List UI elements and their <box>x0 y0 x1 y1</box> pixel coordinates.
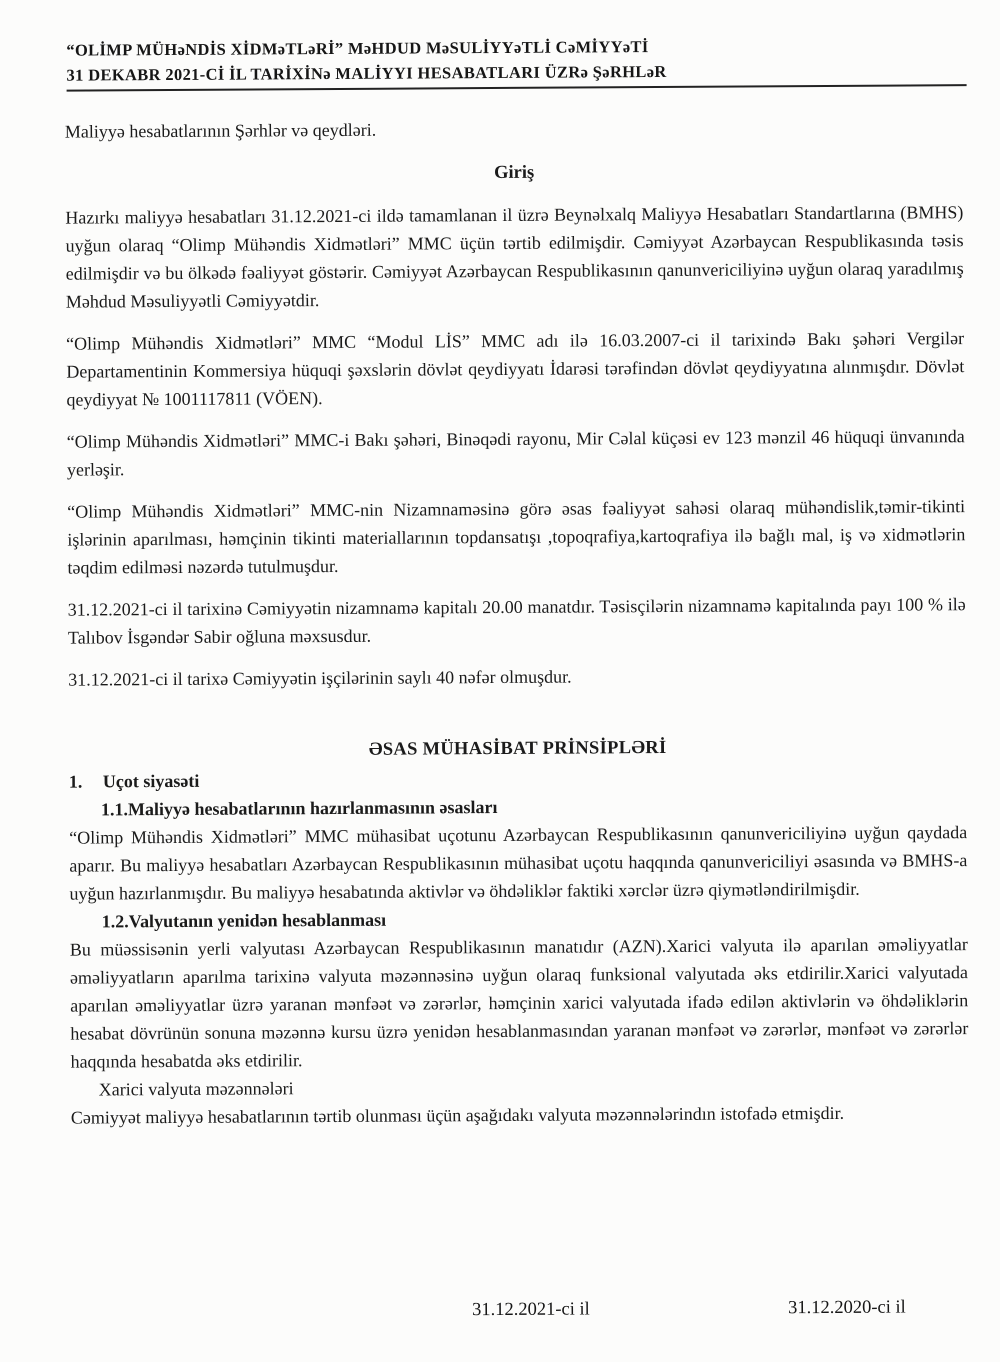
heading-xarici-valyuta: Xarici valyuta məzənnələri <box>98 1078 294 1100</box>
document-header <box>66 35 966 91</box>
paragraph-xarici-valyuta: Cəmiyyət maliyyə hesabatlarının tərtib olunması üçün aşağıdakı valyuta məzənnələrindın istofadə etmişdir. <box>70 1102 845 1128</box>
heading-number: 1. <box>68 771 83 792</box>
column-header-2020: 31.12.2020-ci il <box>787 1297 906 1319</box>
heading-1-2-valyuta: 1.2.Valyutanın yenidən hesablanması <box>101 909 387 932</box>
giris-paragraph-4: “Olimp Mühəndis Xidmətləri” MMC-nin Nizamnaməsinə görə əsas fəaliyyət sahəsi olaraq mühəndislik,təmir-tikinti işlərinin aparılması, həmçinin tikinti materiallarının topdansatışı ,topoqrafiya,kartoqrafiya ilə bağlı mal, iş və xidmətlərin təqdim edilməsi nəzərdə tutulmuşdur. <box>67 496 966 578</box>
heading-label: Uçot siyasəti <box>102 770 200 792</box>
giris-paragraph-6: 31.12.2021-ci il tarixə Cəmiyyətin işçilərinin saylı 40 nəfər olmuşdur. <box>68 666 572 690</box>
giris-paragraph-3: “Olimp Mühəndis Xidmətləri” MMC-i Bakı şəhəri, Binəqədi rayonu, Mir Cəlal küçəsi ev 123 mənzil 46 hüquqi ünvanında yerləşir. <box>66 426 965 480</box>
giris-paragraph-2: “Olimp Mühəndis Xidmətləri” MMC “Modul LİS” MMC adı ilə 16.03.2007-ci il tarixində Bakı şəhəri Vergilər Departamentinin Kommersiya hüquqi şəxslərin dövlət qeydiyyatı İdarəsi tərəfindən dövlət qeydiyyatına alınmışdır. Dövlət qeydiyyat № 1001117811 (VÖEN). <box>66 328 965 410</box>
paragraph-1-2: Bu müəssisənin yerli valyutası Azərbaycan Respublikasının manatıdır (AZN).Xarici valyuta ilə aparılan əməliyyatlar əməliyyatların aparılma tarixinə valyuta məzənnəsinə uyğun olaraq funksional valyutada əks etdirilir.Xarici valyutada aparılan əməliyyatlar üzrə yaranan mənfəət və zərərlər, həmçinin xarici valyutada ifadə edilən aktivlərin və öhdəliklərin hesabat dövrünün sonuna məzənnə kursu üzrə yenidən hesablanmasından yaranan mənfəət və zərərlər, mənfəət və zərərlər haqqında hesabatda əks etdirilir. <box>69 934 969 1072</box>
giris-section-title: Giriş <box>494 162 535 184</box>
report-title-line: 31 DEKABR 2021-Cİ İL TARİXİNə MALİYYI HESABATLARI ÜZRə ŞəRHLəR <box>66 60 966 91</box>
column-header-2021: 31.12.2021-ci il <box>472 1299 590 1321</box>
giris-paragraph-5: 31.12.2021-ci il tarixinə Cəmiyyətin nizamnamə kapitalı 20.00 manatdır. Təsisçilərin nizamnamə kapitalında payı 100 % ilə Talıbov İsgəndər Sabir oğluna məxsusdur. <box>67 594 966 648</box>
giris-paragraph-1: Hazırkı maliyyə hesabatları 31.12.2021-ci ildə tamamlanan il üzrə Beynəlxalq Maliyyə Hesabatları Standartlarına (BMHS) uyğun olaraq “Olimp Mühəndis Xidmətləri” MMC üçün tərtib edilmişdir. Cəmiyyət Azərbaycan Respublikasında təsis edilmişdir və bu ölkədə fəaliyyət göstərir. Cəmiyyət Azərbaycan Respublikasının qanunvericiliyinə uyğun olaraq yaradılmış Məhdud Məsuliyyətli Cəmiyyətdir. <box>65 202 964 312</box>
company-title-line: “OLİMP MÜHəNDİS XİDMəTLəRİ” MəHDUD MəSULİYYəTLİ CəMİYYəTİ <box>66 37 649 60</box>
exchange-rate-column-headers <box>0 1297 1000 1321</box>
principles-section-title: ƏSAS MÜHASİBAT PRİNSİPLƏRİ <box>368 737 667 760</box>
paragraph-1-1: “Olimp Mühəndis Xidmətləri” MMC mühasibat uçotunu Azərbaycan Respublikasının qanunvericiliyinə uyğun qaydada aparır. Bu maliyyə hesabatları Azərbaycan Respublikasının mühasibat uçotu haqqında qanunvericiliyi əsasında və BMHS-a uyğun hazırlanmışdır. Bu maliyyə hesabatında aktivlər və öhdəliklər faktiki xərclər üzrə qiymətləndirilmişdir. <box>69 822 968 904</box>
document-body <box>65 112 969 1131</box>
heading-1-1-maliyye-hesabatlari: 1.1.Maliyyə hesabatlarının hazırlanmasının əsasları <box>100 797 498 820</box>
intro-note: Maliyyə hesabatlarının Şərhlər və qeydləri. <box>64 119 377 142</box>
